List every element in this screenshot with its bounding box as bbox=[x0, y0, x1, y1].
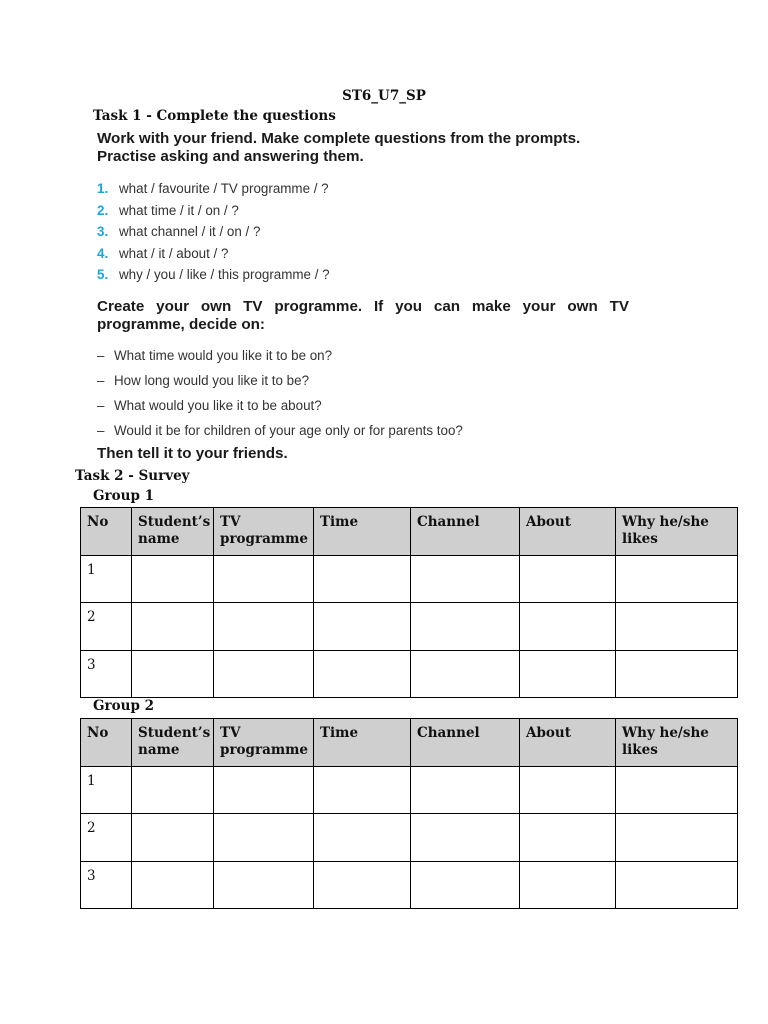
column-header-about: About bbox=[520, 719, 616, 767]
answer-cell[interactable] bbox=[314, 650, 411, 698]
answer-cell[interactable] bbox=[616, 555, 738, 603]
table-header-row bbox=[81, 719, 738, 767]
decide-item: – What time would you like it to be on? bbox=[97, 348, 333, 363]
column-header-tv-programme: TV programme bbox=[214, 719, 314, 767]
row-number: 2 bbox=[81, 603, 132, 651]
row-number: 1 bbox=[81, 766, 132, 814]
answer-cell[interactable] bbox=[616, 861, 738, 909]
column-header-channel: Channel bbox=[411, 719, 520, 767]
answer-cell[interactable] bbox=[411, 814, 520, 862]
document-title: ST6_U7_SP bbox=[342, 88, 426, 104]
group1-label: Group 1 bbox=[93, 488, 154, 504]
prompt-item: 2. what time / it / on / ? bbox=[97, 202, 239, 218]
row-number: 2 bbox=[81, 814, 132, 862]
decide-item: – Would it be for children of your age only or for parents too? bbox=[97, 423, 463, 438]
survey-table-group2 bbox=[80, 718, 738, 909]
answer-cell[interactable] bbox=[314, 555, 411, 603]
group2-label: Group 2 bbox=[93, 698, 154, 714]
task1-heading: Task 1 - Complete the questions bbox=[93, 108, 336, 124]
column-header-time: Time bbox=[314, 508, 411, 556]
table-row bbox=[81, 555, 738, 603]
answer-cell[interactable] bbox=[214, 861, 314, 909]
answer-cell[interactable] bbox=[214, 650, 314, 698]
column-header-student-name: Student’s name bbox=[132, 719, 214, 767]
prompt-item: 3. what channel / it / on / ? bbox=[97, 224, 261, 240]
answer-cell[interactable] bbox=[314, 814, 411, 862]
column-header-tv-programme: TV programme bbox=[214, 508, 314, 556]
answer-cell[interactable] bbox=[411, 766, 520, 814]
answer-cell[interactable] bbox=[411, 650, 520, 698]
answer-cell[interactable] bbox=[411, 861, 520, 909]
answer-cell[interactable] bbox=[132, 766, 214, 814]
prompt-item: 5. why / you / like / this programme / ? bbox=[97, 267, 330, 283]
task2-heading: Task 2 - Survey bbox=[75, 468, 190, 484]
table-header-row bbox=[81, 508, 738, 556]
row-number: 3 bbox=[81, 650, 132, 698]
answer-cell[interactable] bbox=[132, 603, 214, 651]
column-header-time: Time bbox=[314, 719, 411, 767]
answer-cell[interactable] bbox=[214, 766, 314, 814]
answer-cell[interactable] bbox=[520, 603, 616, 651]
answer-cell[interactable] bbox=[616, 650, 738, 698]
answer-cell[interactable] bbox=[520, 861, 616, 909]
answer-cell[interactable] bbox=[314, 603, 411, 651]
answer-cell[interactable] bbox=[520, 555, 616, 603]
answer-cell[interactable] bbox=[132, 814, 214, 862]
answer-cell[interactable] bbox=[132, 650, 214, 698]
answer-cell[interactable] bbox=[314, 766, 411, 814]
survey-table-group1 bbox=[80, 507, 738, 698]
row-number: 1 bbox=[81, 555, 132, 603]
column-header-why: Why he/she likes bbox=[616, 719, 738, 767]
decide-item: – What would you like it to be about? bbox=[97, 398, 322, 413]
column-header-channel: Channel bbox=[411, 508, 520, 556]
answer-cell[interactable] bbox=[520, 650, 616, 698]
table-row bbox=[81, 861, 738, 909]
answer-cell[interactable] bbox=[520, 766, 616, 814]
create-programme-instruction: Create your own TV programme. If you can make your own TV programme, decide on: bbox=[97, 298, 629, 333]
answer-cell[interactable] bbox=[132, 555, 214, 603]
prompt-list bbox=[97, 178, 330, 286]
answer-cell[interactable] bbox=[214, 555, 314, 603]
table-row bbox=[81, 603, 738, 651]
answer-cell[interactable] bbox=[314, 861, 411, 909]
row-number: 3 bbox=[81, 861, 132, 909]
answer-cell[interactable] bbox=[616, 814, 738, 862]
column-header-why: Why he/she likes bbox=[616, 508, 738, 556]
decide-item: – How long would you like it to be? bbox=[97, 373, 310, 388]
answer-cell[interactable] bbox=[616, 603, 738, 651]
answer-cell[interactable] bbox=[520, 814, 616, 862]
decide-list bbox=[97, 343, 463, 443]
answer-cell[interactable] bbox=[411, 555, 520, 603]
answer-cell[interactable] bbox=[411, 603, 520, 651]
answer-cell[interactable] bbox=[132, 861, 214, 909]
task1-instruction: Work with your friend. Make complete questions from the prompts. Practise asking and answering them. bbox=[97, 130, 581, 165]
column-header-no: No bbox=[81, 508, 132, 556]
table-row bbox=[81, 650, 738, 698]
prompt-item: 1. what / favourite / TV programme / ? bbox=[97, 181, 329, 196]
answer-cell[interactable] bbox=[214, 603, 314, 651]
column-header-student-name: Student’s name bbox=[132, 508, 214, 556]
prompt-item: 4. what / it / about / ? bbox=[97, 245, 229, 261]
column-header-no: No bbox=[81, 719, 132, 767]
table-row bbox=[81, 814, 738, 862]
column-header-about: About bbox=[520, 508, 616, 556]
answer-cell[interactable] bbox=[214, 814, 314, 862]
closing-instruction: Then tell it to your friends. bbox=[97, 445, 288, 462]
table-row bbox=[81, 766, 738, 814]
answer-cell[interactable] bbox=[616, 766, 738, 814]
